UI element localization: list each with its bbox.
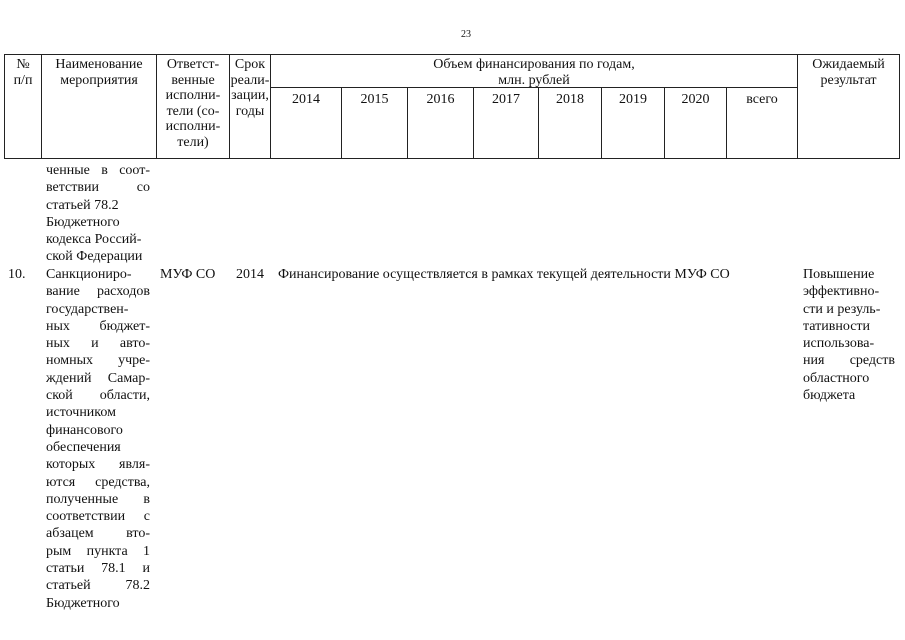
- name-line: статьи 78.1 и: [46, 561, 150, 577]
- name-line: источником: [46, 405, 116, 421]
- name-line: ждений Самар-: [46, 370, 150, 386]
- header-funding: Объем финансирования по годам, млн. рублей: [433, 57, 635, 88]
- header-year-2020: 2020: [681, 92, 710, 107]
- name-line: ных и авто-: [46, 336, 150, 352]
- name-line: вание расходов: [46, 284, 150, 300]
- name-line: рым пункта 1: [46, 543, 150, 559]
- row-funding: Финансирование осуществляется в рамках текущей деятельности МУФ СО: [278, 267, 730, 282]
- name-line: статьей 78.2: [46, 578, 150, 594]
- result-line: ния средств: [803, 353, 895, 369]
- name-line: ской области,: [46, 388, 150, 404]
- row-expected-result: [803, 266, 895, 404]
- continuation-line: ской Федерации: [46, 249, 143, 265]
- name-line: Бюджетного: [46, 595, 120, 611]
- name-line: соответствии с: [46, 509, 150, 525]
- header-year-2015: 2015: [360, 92, 389, 107]
- name-line: полученные в: [46, 491, 150, 507]
- result-line: сти и резуль-: [803, 301, 881, 317]
- continuation-text: [46, 162, 150, 266]
- header-year-2017: 2017: [492, 92, 520, 107]
- header-year-total: всего: [746, 92, 778, 107]
- name-line: абзацем вто-: [46, 526, 150, 542]
- name-line: финансового: [46, 422, 123, 438]
- result-line: использова-: [803, 336, 875, 352]
- name-line: номных учре-: [46, 353, 150, 369]
- continuation-line: ченные в соот-: [46, 163, 150, 178]
- table-header: [4, 54, 900, 158]
- result-line: областного: [803, 370, 870, 386]
- continuation-line: Бюджетного: [46, 214, 120, 230]
- header-activity-name: Наименование мероприятия: [55, 57, 143, 88]
- name-line: государствен-: [46, 301, 129, 317]
- header-expected-result: Ожидаемый результат: [812, 57, 885, 88]
- continuation-line: статьей 78.2: [46, 197, 119, 213]
- name-line: обеспечения: [46, 439, 121, 455]
- header-year-2018: 2018: [556, 92, 584, 107]
- result-line: эффективно-: [803, 284, 880, 300]
- row-responsible: МУФ СО: [160, 267, 216, 282]
- row-term: 2014: [236, 267, 264, 282]
- row-number: 10.: [8, 267, 26, 282]
- header-term: Срок реали- зации, годы: [230, 57, 270, 119]
- header-year-2016: 2016: [426, 92, 455, 107]
- header-responsible: Ответст- венные исполни- тели (со- исполни- тели): [165, 57, 221, 150]
- result-line: тативности: [803, 318, 871, 334]
- name-line: Санкциониро-: [46, 267, 132, 282]
- name-line: которых явля-: [46, 457, 150, 473]
- name-line: ются средства,: [46, 474, 150, 490]
- header-number: № п/п: [13, 57, 33, 88]
- result-line: бюджета: [803, 388, 856, 404]
- page-number: 23: [461, 29, 471, 40]
- header-year-2014: 2014: [292, 92, 320, 107]
- continuation-line: ветствии со: [46, 180, 150, 196]
- name-line: ных бюджет-: [46, 318, 150, 334]
- header-year-2019: 2019: [619, 92, 647, 107]
- continuation-line: кодекса Россий-: [46, 232, 142, 248]
- row-activity-name: [46, 266, 150, 612]
- result-line: Повышение: [803, 267, 875, 282]
